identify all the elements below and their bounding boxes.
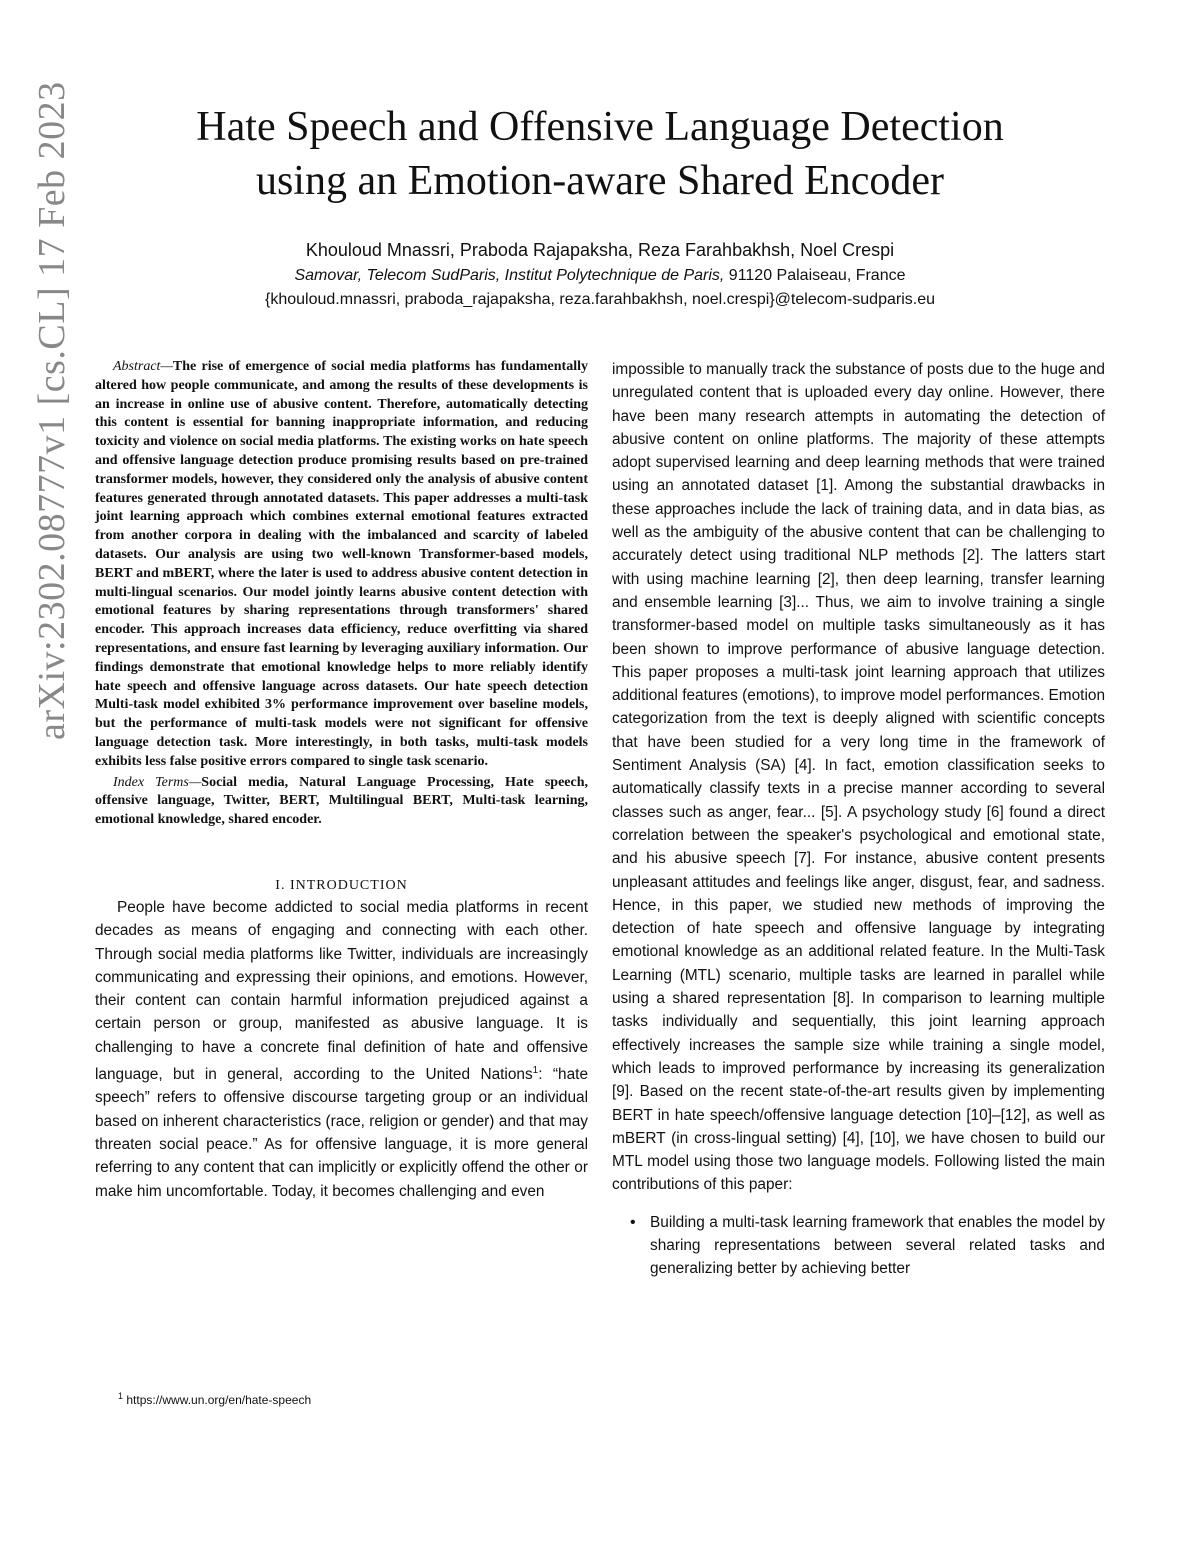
footnote-ref[interactable]: 1: [532, 1065, 539, 1076]
index-terms: [95, 774, 588, 830]
title-line-2: using an Emotion-aware Shared Encoder: [255, 158, 945, 204]
intro-right-paragraph: impossible to manually track the substance of posts due to the huge and unregulated content that is uploaded every day online. However, there have been many research attempts in automating the detection of abusive content on online platforms. The majority of these attempts adopt supervised learning and deep learning methods that were trained using an annotated dataset [1]. Among the substantial drawbacks in these approaches include the lack of training data, and in data bias, as well as the ambiguity of the abusive content that can be challenging to accurately detect using traditional NLP methods [2]. The latters start with using machine learning [2], then deep learning, transfer learning and ensemble learning [3]... Thus, we aim to involve training a single transformer-based model on multiple tasks simultaneously as it has been shown to improve performance of abusive language detection. This paper proposes a multi-task joint learning approach that utilizes additional features (emotions), to improve model performances. Emotion categorization from the text is deeply aligned with scientific concepts that have been studied for a very long time in the framework of Sentiment Analysis (SA) [4]. In fact, emotion classification seeks to automatically classify texts in a precise manner according to several classes such as anger, fear... [5]. A psychology study [6] found a direct correlation between the speaker's psychological and emotional state, and his abusive speech [7]. For instance, abusive content presents unpleasant attitudes and feelings like anger, disgust, fear, and sadness. Hence, in this paper, we studied new methods of improving the detection of hate speech and offensive language by integrating emotional knowledge as an additional related feature. In the Multi-Task Learning (MTL) scenario, multiple tasks are learned in parallel while using a shared representation [8]. In comparison to learning multiple tasks individually and sequentially, this joint learning approach effectively increases the sample size while training a single model, which leads to improved performance by increasing its generalization [9]. Based on the recent state-of-the-art results given by implementing BERT in hate speech/offensive language detection [10]–[12], as well as mBERT (in cross-lingual setting) [4], [10], we have chosen to build our MTL model using those two language models. Following listed the main contributions of this paper:: [612, 361, 1105, 1194]
author-emails: {khouloud.mnassri, praboda_rajapaksha, reza.farahbakhsh, noel.crespi}@telecom-sudparis.eu: [265, 291, 935, 308]
paper-title: [100, 100, 1100, 208]
intro-left-part1: People have become addicted to social media platforms in recent decades as means of engaging and connecting with each other. Through social media platforms like Twitter, individuals are increasingly communicating and expressing their opinions, and emotions. However, their content can contain harmful information prejudiced against a certain person or group, manifested as abusive language. It is challenging to have a concrete final definition of hate and offensive language, but in general, according to the United Nations: [95, 898, 588, 1084]
section-heading: I. INTRODUCTION: [275, 877, 408, 893]
authors: Khouloud Mnassri, Praboda Rajapaksha, Reza Farahbakhsh, Noel Crespi: [305, 240, 895, 260]
abstract: [95, 358, 588, 772]
arxiv-stamp: arXiv:2302.08777v1 [cs.CL] 17 Feb 2023: [31, 81, 73, 740]
contributions-list: [612, 1211, 1105, 1281]
index-terms-text: Social media, Natural Language Processing, Hate speech, offensive language, Twitter, BERT, Multilingual BERT, Multi-task learning, emotional knowledge, shared encoder.: [95, 774, 589, 828]
abstract-lead: Abstract—: [113, 359, 173, 374]
left-column: [95, 358, 588, 1203]
intro-left-part2: : “hate speech” refers to offensive discourse targeting group or an individual based on inherent characteristics (race, religion or gender) and that may threaten social peace.” As for offensive language, it is more general referring to any content that can implicitly or explicitly offend the other or make him uncomfortable. Today, it becomes challenging and even: [95, 1066, 589, 1200]
abstract-text: The rise of emergence of social media platforms has fundamentally altered how people communicate, and among the results of these developments is an increase in online use of abusive content. Therefore, automatically detecting this content is essential for banning inappropriate information, and reducing toxicity and violence on social media platforms. The existing works on hate speech and offensive language detection produce promising results based on pre-trained transformer models, however, they considered only the analysis of abusive content features generated through annotated datasets. This paper addresses a multi-task joint learning approach which combines external emotional features extracted from another corpora in dealing with the imbalanced and scarcity of labeled datasets. Our analysis are using two well-known Transformer-based models, BERT and mBERT, where the later is used to address abusive content detection in multi-lingual scenarios. Our model jointly learns abusive content detection with emotional features by sharing representations through transformers' shared encoder. This approach increases data efficiency, reduce overfitting via shared representations, and ensure fast learning by leveraging auxiliary information. Our findings demonstrate that emotional knowledge helps to more reliably identify hate speech and offensive language across datasets. Our hate speech detection Multi-task model exhibited 3% performance improvement over baseline models, but the performance of multi-task models were not significant for offensive language detection task. More interestingly, in both tasks, multi-task models exhibits less false positive errors compared to single task scenario.: [95, 359, 588, 769]
intro-left-paragraph: [95, 896, 588, 1203]
affiliation-rest: 91120 Palaiseau, France: [724, 267, 906, 284]
list-item: • Building a multi-task learning framework that enables the model by sharing representations between several related tasks and generalizing better by achieving better: [650, 1211, 1105, 1281]
footnote: [118, 1391, 311, 1407]
affiliation-italic: Samovar, Telecom SudParis, Institut Polytechnique de Paris,: [294, 267, 725, 284]
affiliation: [100, 264, 1100, 288]
footnote-link[interactable]: https://www.un.org/en/hate-speech: [123, 1393, 312, 1407]
footnote-mark: 1: [118, 1391, 124, 1401]
title-line-1: Hate Speech and Offensive Language Detection: [196, 104, 1004, 150]
index-terms-lead: Index Terms—: [113, 774, 202, 790]
right-column: [612, 358, 1105, 1281]
